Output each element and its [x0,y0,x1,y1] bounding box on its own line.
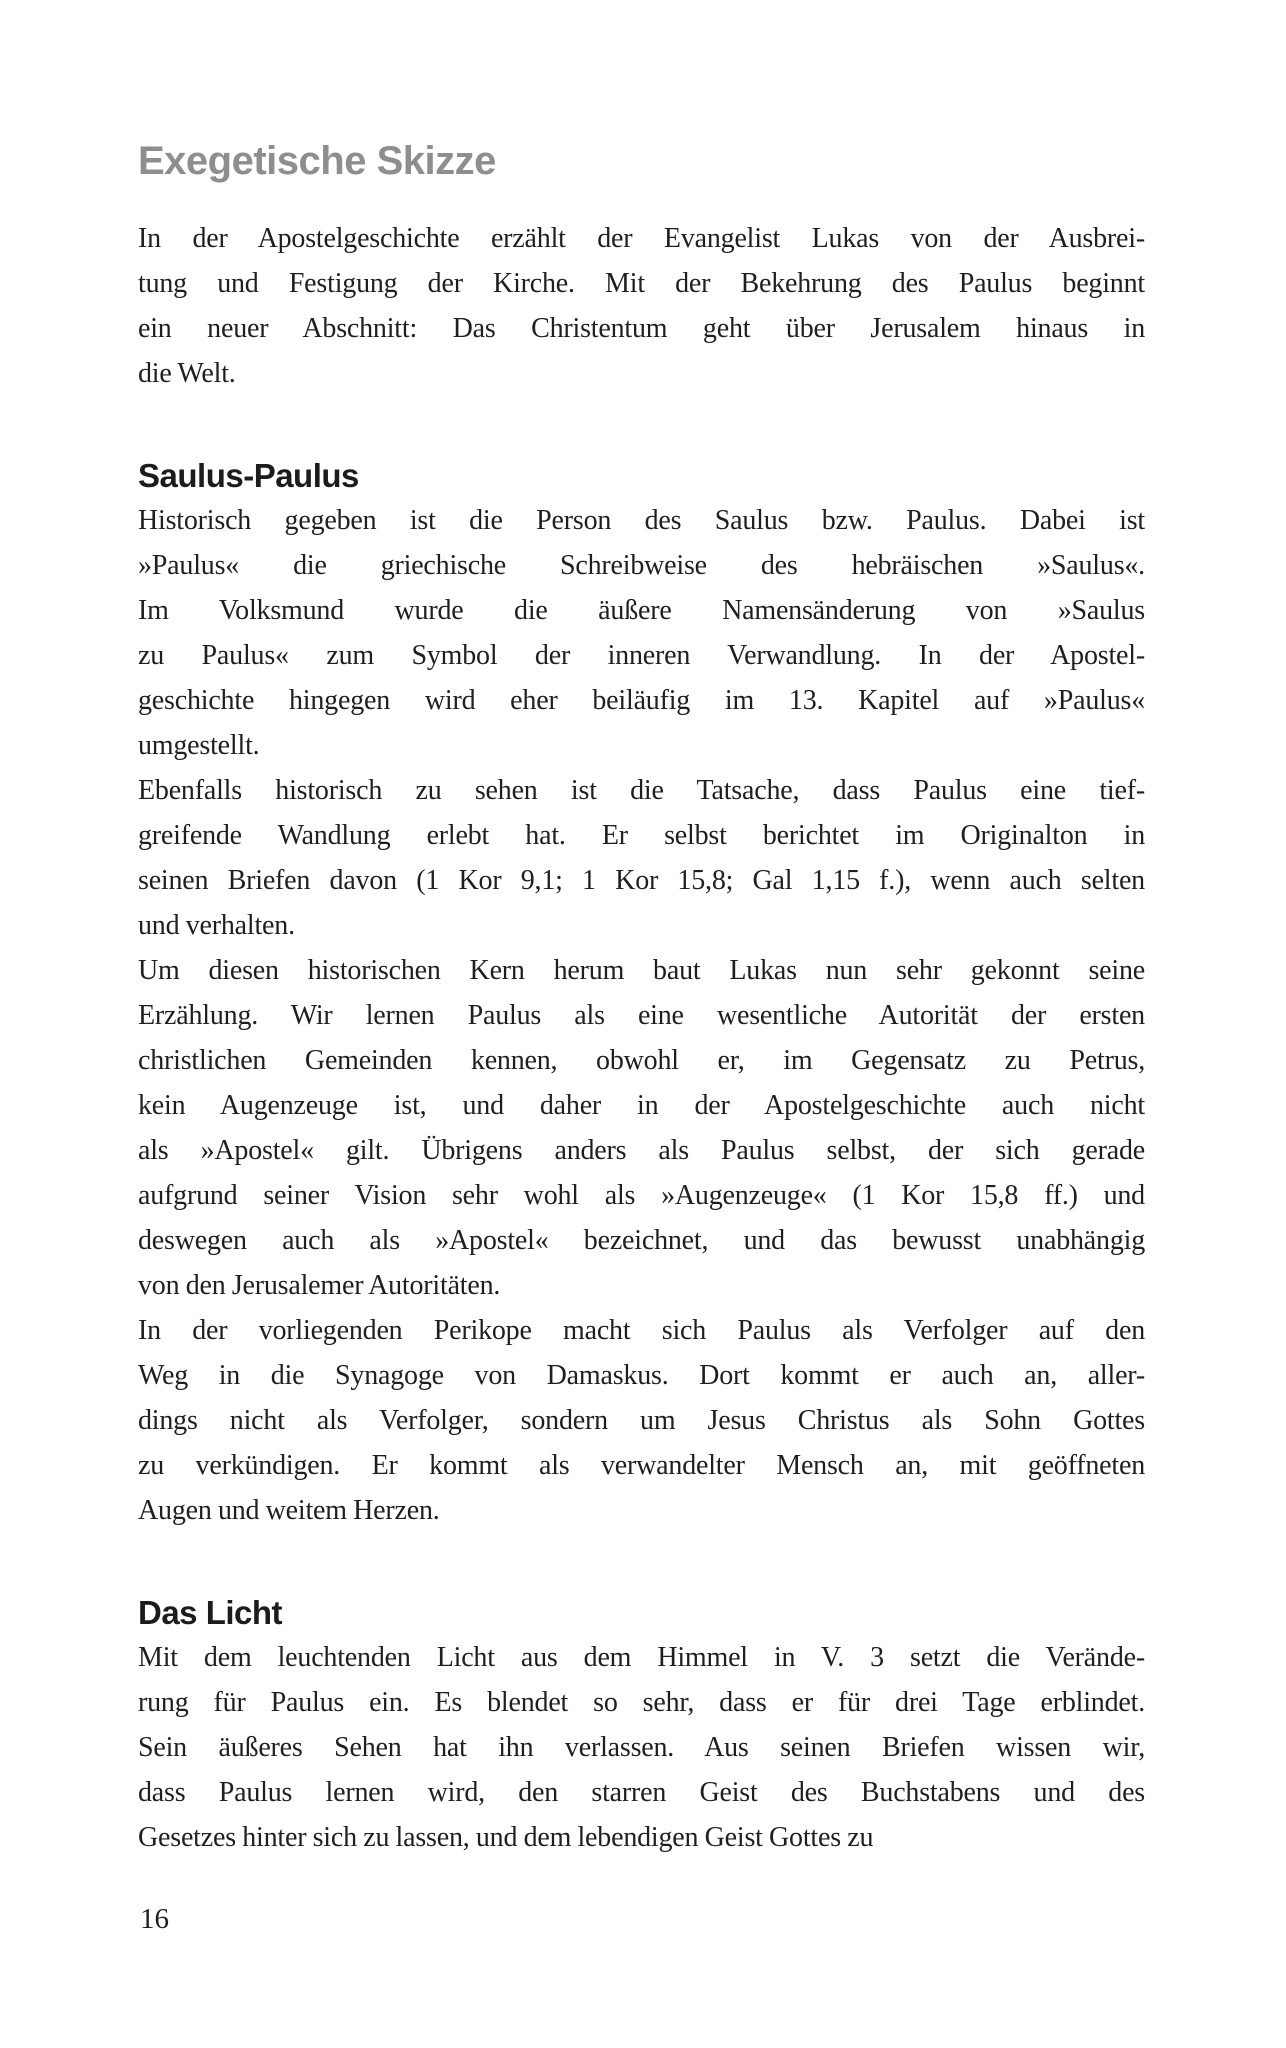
paragraph [138,1308,1145,1533]
text-line: die Welt. [138,358,236,389]
text-line: rung für Paulus ein. Es blendet so sehr, dass er für drei Tage erblindet. [138,1687,1145,1718]
text-line: In der vorliegenden Perikope macht sich Paulus als Verfolger auf den [138,1315,1145,1346]
text-line: geschichte hingegen wird eher beiläufig im 13. Kapitel auf »Paulus« [138,685,1145,716]
paragraph [138,768,1145,948]
text-line: greifende Wandlung erlebt hat. Er selbst berichtet im Originalton in [138,820,1145,851]
text-line: »Paulus« die griechische Schreibweise des hebräischen »Saulus«. [138,550,1145,581]
section-heading: Das Licht [138,1594,283,1631]
text-line: umgestellt. [138,730,260,761]
text-line: Erzählung. Wir lernen Paulus als eine wesentliche Autorität der ersten [138,1000,1145,1031]
text-line: seinen Briefen davon (1 Kor 9,1; 1 Kor 15,8; Gal 1,15 f.), wenn auch selten [138,865,1145,896]
text-line: Augen und weitem Herzen. [138,1495,440,1526]
text-line: dings nicht als Verfolger, sondern um Jesus Christus als Sohn Gottes [138,1405,1145,1436]
text-line: christlichen Gemeinden kennen, obwohl er, im Gegensatz zu Petrus, [138,1045,1145,1076]
text-line: zu verkündigen. Er kommt als verwandelter Mensch an, mit geöffneten [138,1450,1145,1481]
text-line: dass Paulus lernen wird, den starren Geist des Buchstabens und des [138,1777,1145,1808]
paragraph [138,1635,1145,1860]
paragraph [138,216,1145,396]
text-line: zu Paulus« zum Symbol der inneren Verwandlung. In der Apostel- [138,640,1145,671]
text-line: Historisch gegeben ist die Person des Saulus bzw. Paulus. Dabei ist [138,505,1145,536]
text-line: Gesetzes hinter sich zu lassen, und dem lebendigen Geist Gottes zu [138,1822,874,1853]
paragraph [138,948,1145,1308]
text-line: Sein äußeres Sehen hat ihn verlassen. Aus seinen Briefen wissen wir, [138,1732,1145,1763]
text-line: ein neuer Abschnitt: Das Christentum geht über Jerusalem hinaus in [138,313,1145,344]
text-line: aufgrund seiner Vision sehr wohl als »Augenzeuge« (1 Kor 15,8 ff.) und [138,1180,1145,1211]
text-line: als »Apostel« gilt. Übrigens anders als Paulus selbst, der sich gerade [138,1135,1145,1166]
text-line: Im Volksmund wurde die äußere Namensänderung von »Saulus [138,595,1145,626]
text-line: kein Augenzeuge ist, und daher in der Apostelgeschichte auch nicht [138,1090,1145,1121]
text-line: deswegen auch als »Apostel« bezeichnet, und das bewusst unabhängig [138,1225,1145,1256]
paragraph [138,498,1145,768]
text-line: In der Apostelgeschichte erzählt der Evangelist Lukas von der Ausbrei- [138,223,1145,254]
text-line: Ebenfalls historisch zu sehen ist die Tatsache, dass Paulus eine tief- [138,775,1145,806]
section-heading: Saulus-Paulus [138,457,359,494]
page-content [138,216,1145,1860]
page-number: 16 [140,1903,169,1935]
text-line: Mit dem leuchtenden Licht aus dem Himmel in V. 3 setzt die Verände- [138,1642,1145,1673]
text-line: Weg in die Synagoge von Damaskus. Dort kommt er auch an, aller- [138,1360,1145,1391]
text-line: und verhalten. [138,910,295,941]
text-line: Um diesen historischen Kern herum baut Lukas nun sehr gekonnt seine [138,955,1145,986]
text-line: von den Jerusalemer Autoritäten. [138,1270,501,1301]
text-line: tung und Festigung der Kirche. Mit der Bekehrung des Paulus beginnt [138,268,1145,299]
page-title: Exegetische Skizze [138,139,496,183]
